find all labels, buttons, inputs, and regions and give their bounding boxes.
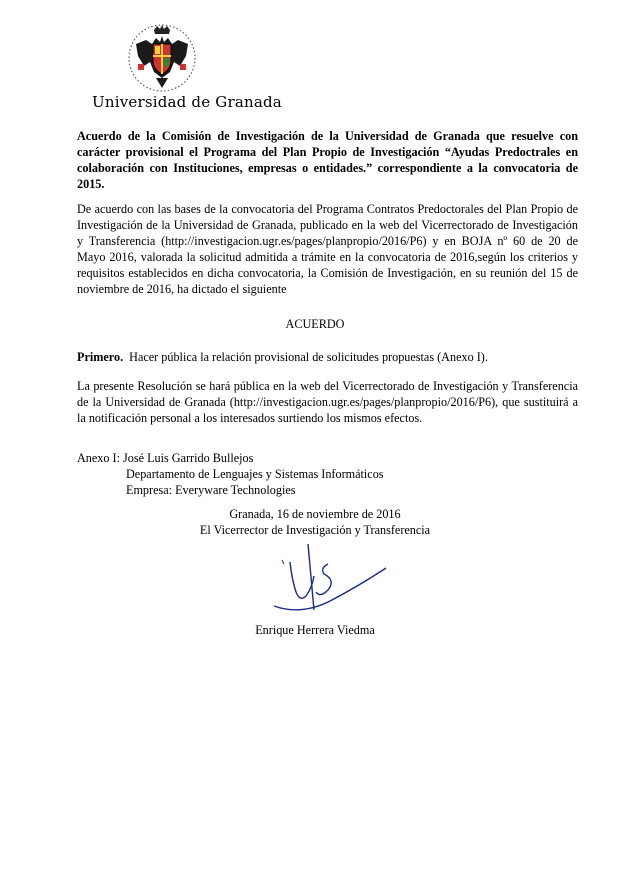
anexo-company: Empresa: Everyware Technologies (126, 483, 296, 497)
signer-name: Enrique Herrera Viedma (255, 623, 375, 637)
primero-paragraph (77, 349, 578, 365)
primero-text: Hacer pública la relación provisional de solicitudes propuestas (Anexo I). (129, 350, 488, 364)
university-coat-of-arms-logo (128, 22, 196, 94)
signer-role: El Vicerrector de Investigación y Transferencia (199, 523, 431, 537)
university-name: Universidad de Granada (92, 93, 282, 111)
handwritten-signature (262, 540, 392, 622)
document-title: Acuerdo de la Comisión de Investigación de la Universidad de Granada que resuelve con carácter provisional el Programa del Plan Propio de Investigación “Ayudas Predoctrales en colaboración con Instituciones, empresas o entidades.” correspondiente a la convocatoria de 2015. (77, 129, 578, 191)
anexo-department: Departamento de Lenguajes y Sistemas Informáticos (126, 467, 384, 481)
anexo-block (77, 450, 578, 498)
resolution-paragraph: La presente Resolución se hará pública en la web del Vicerrectorado de Investigación y Transferencia de la Universidad de Granada (http://investigacion.ugr.es/pages/planpropio/2016/P6), que sustituirá a la notificación personal a los interesados surtiendo los mismos efectos. (77, 379, 578, 425)
primero-label: Primero. (77, 350, 124, 364)
anexo-applicant: Anexo I: José Luis Garrido Bullejos (77, 451, 254, 465)
intro-paragraph: De acuerdo con las bases de la convocatoria del Programa Contratos Predoctorales del Plan Propio de Investigación de la Universidad de Granada, publicado en la web del Vicerrectorado de Investigación y Transferencia (http://investigacion.ugr.es/pages/planpropio/2016/P6) y en BOJA nº 60 de 20 de Mayo 2016, valorada la solicitud admitida a trámite en la convocatoria de 2016,según los criterios y requisitos establecidos en dicha convocatoria, la Comisión de Investigación, en su reunión del 15 de noviembre de 2016, ha dictado el siguiente (77, 202, 578, 296)
acuerdo-heading: ACUERDO (285, 317, 345, 331)
place-date: Granada, 16 de noviembre de 2016 (229, 507, 401, 521)
